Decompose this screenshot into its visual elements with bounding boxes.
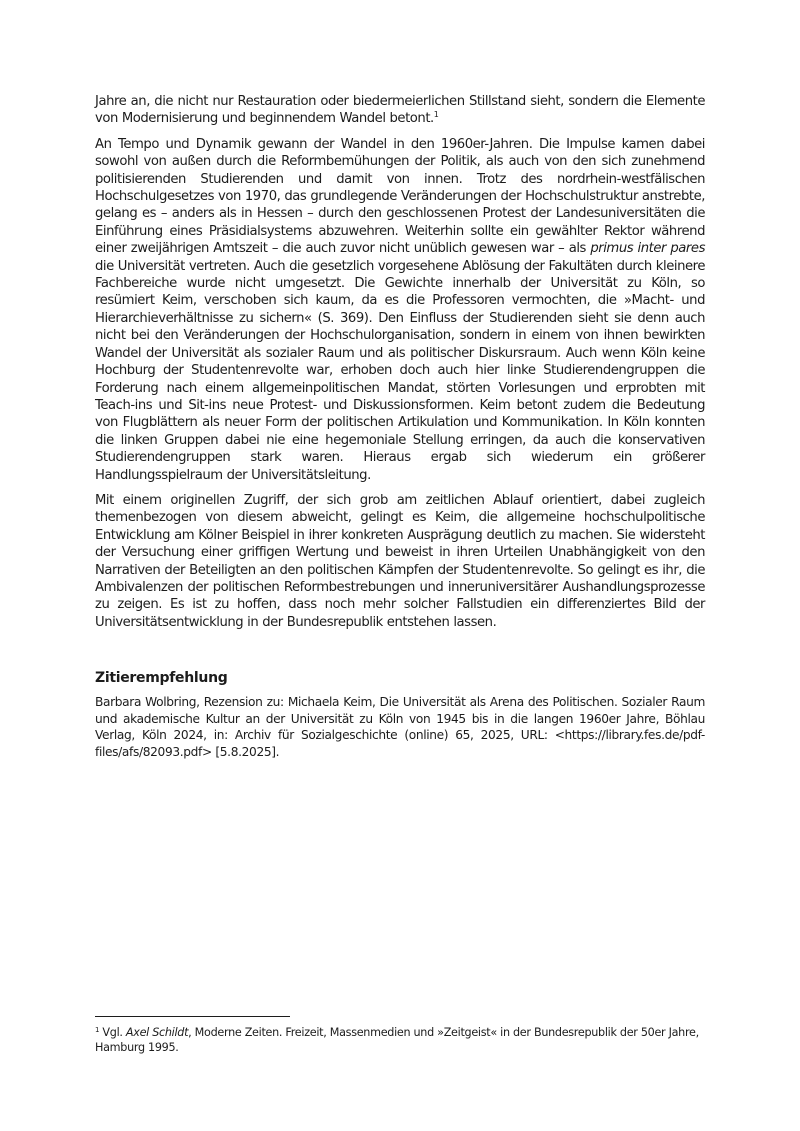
citation-heading: Zitierempfehlung <box>95 670 228 687</box>
review-body <box>95 93 705 761</box>
paragraph-3: Mit einem originellen Zugriff, der sich grob am zeitlichen Ablauf orientiert, dabei zugleich themenbezogen von diesem abweicht, gelingt es Keim, die allgemeine hochschulpolitische Entwicklung am Kölner Beispiel in ihrer konkreten Ausprägung deutlich zu machen. Sie widersteht der Versuchung einer griffigen Wertung und beweist in ihren Urteilen Unabhängigkeit von den Narrativen der Beteiligten an den politischen Kämpfen der Studentenrevolte. So gelingt es ihr, die Ambivalenzen der politischen Reformbestrebungen und inneruniversitärer Aushandlungsprozesse zu zeigen. Es ist zu hoffen, dass noch mehr solcher Fallstudien ein differenziertes Bild der Universitätsentwicklung in der Bundesrepublik entstehen lassen. <box>95 492 705 630</box>
footnote-number: 1 <box>95 1026 100 1034</box>
latin-phrase: primus inter pares <box>590 241 705 257</box>
footnote-divider <box>95 1016 290 1017</box>
paragraph-1: Jahre an, die nicht nur Restauration oder biedermeierlichen Stillstand sieht, sondern die Elemente von Modernisierung und beginnendem Wandel betont.$^1$ <box>95 94 705 127</box>
footnote-1: $^1$ Vgl. Axel Schildt, Moderne Zeiten. Freizeit, Massenmedien und »Zeitgeist« in der Bundesrepublik der 50er Jahre, Hamburg 1995. <box>95 1026 699 1054</box>
footnote-reference[interactable]: 1 <box>433 110 439 120</box>
citation-text[interactable]: Barbara Wolbring, Rezension zu: Michaela Keim, Die Universität als Arena des Politischen. Sozialer Raum und akademische Kultur an der Universität zu Köln von 1945 bis in die langen 1960er Jahre, Böhlau Verlag, Köln 2024, in: Archiv für Sozialgeschichte (online) 65, 2025, URL: <https://library.fes.de/pdf-files/afs/82093.pdf> [5.8.2025]. <box>95 695 705 759</box>
paragraph-2: An Tempo und Dynamik gewann der Wandel in den 1960er-Jahren. Die Impulse kamen dabei sowohl von außen durch die Reformbemühungen der Politik, als auch von den sich zunehmend politisierenden Studierenden und damit von innen. Trotz des nordrhein-westfälischen Hochschulgesetzes von 1970, das grundlegende Veränderungen der Hochschulstruktur anstrebte, gelang es – anders als in Hessen – durch den geschlossenen Protest der Landesuniversitäten die Einführung eines Präsidialsystems abzuwehren. Weiterhin sollte ein gewählter Rektor während einer zweijährigen Amtszeit – die auch zuvor nicht unüblich gewesen war – als primus inter pares die Universität vertreten. Auch die gesetzlich vorgesehene Ablösung der Fakultäten durch kleinere Fachbereiche wurde nicht umgesetzt. Die Gewichte innerhalb der Universität zu Köln, so resümiert Keim, verschoben sich kaum, da es die Professoren vermochten, die »Macht- und Hierarchieverhältnisse zu sichern« (S. 369). Den Einfluss der Studierenden sieht sie denn auch nicht bei den Veränderungen der Hochschulorganisation, sondern in einem von ihnen bewirkten Wandel der Universität als sozialer Raum und als politischer Diskursraum. Auch wenn Köln keine Hochburg der Studentenrevolte war, erhoben doch auch hier linke Studierendengruppen die Forderung nach einem allgemeinpolitischen Mandat, störten Vorlesungen und erprobten mit Teach-ins und Sit-ins neue Protest- und Diskussionsformen. Keim betont zudem die Bedeutung von Flugblättern als neuer Form der politischen Artikulation und Kommunikation. In Köln konnten die linken Gruppen dabei nie eine hegemoniale Stellung erringen, da auch die konservativen Studierendengruppen stark waren. Hieraus ergab sich wiederum ein größerer Handlungsspielraum der Universitätsleitung. <box>95 136 705 483</box>
footnote-author: Axel Schildt <box>125 1026 189 1039</box>
